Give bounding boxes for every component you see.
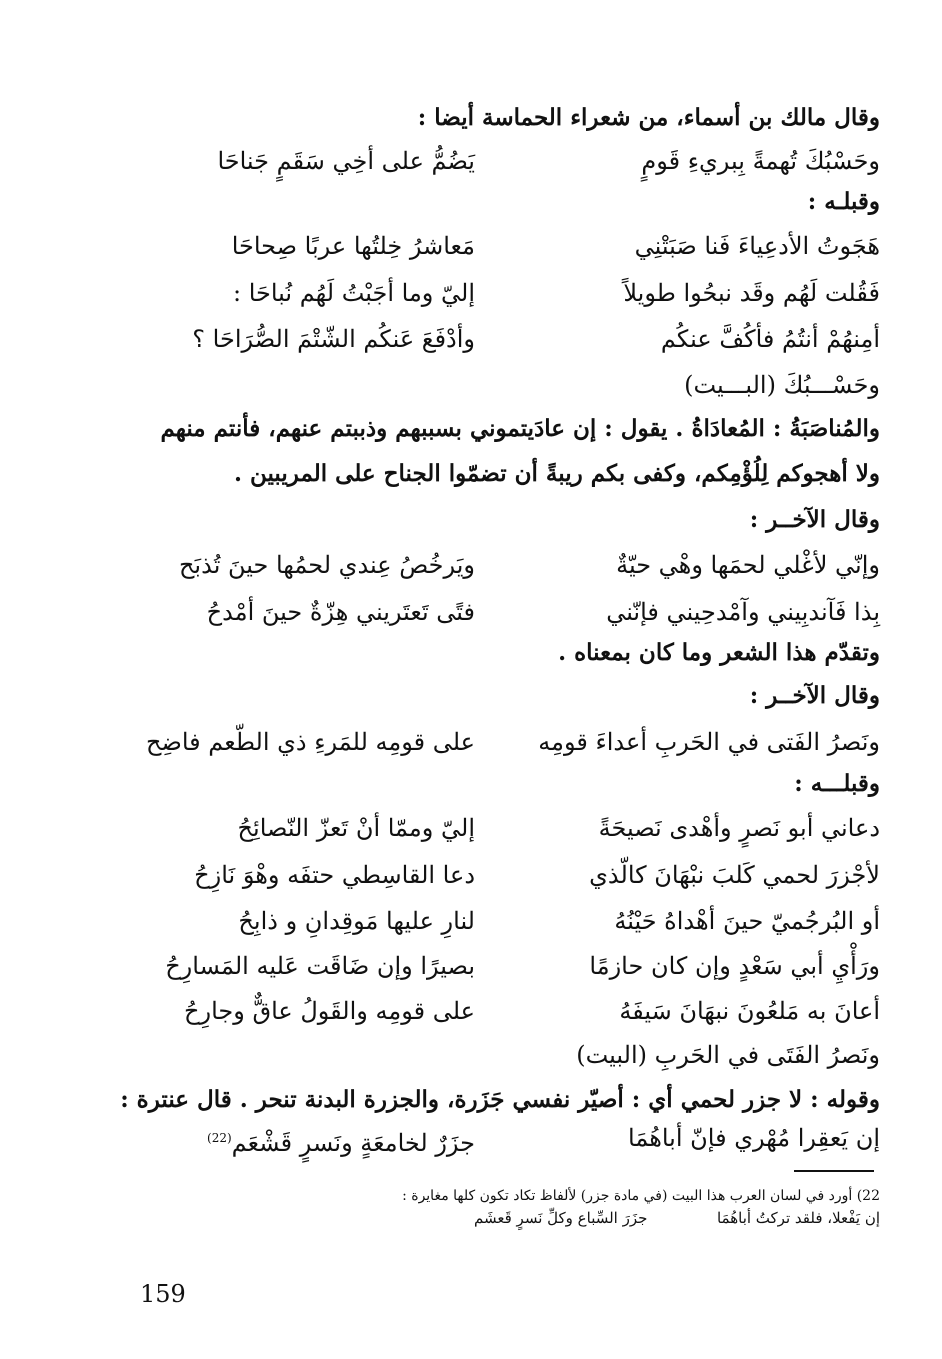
hemistich-second: دعا القاسِطي حتفَه وهْوَ نَازِحُ — [194, 861, 475, 889]
said-another-label: وقال الآخــر : — [749, 682, 880, 709]
hemistich-second: وأدْفَعَ عَنكُم الشّتْمَ الصُّرَاحَا ؟ — [192, 325, 475, 353]
verse-5 — [120, 363, 880, 407]
verse-8 — [120, 720, 880, 764]
verse-14 — [120, 1033, 880, 1077]
page-number: 159 — [140, 1280, 186, 1308]
footnote-hemistich-second: جزَرَ السِّباع وكلِّ نَسرٍ قَعشَم — [474, 1209, 648, 1227]
verse-3 — [120, 271, 880, 315]
hemistich-second: إليّ وما أجَبْتُ لَهُم نُباحَا : — [232, 279, 475, 307]
hemistich-first: أعانَ به مَلعُونَ نبهَانَ سَيفَهُ — [619, 997, 880, 1025]
hemistich-second: بصيرًا وإن ضَاقَت عَليه المَسارِحُ — [165, 952, 475, 980]
hemistich-text: جزَرٌ لخامعَةٍ ونَسرٍ قَشْعَم — [231, 1129, 475, 1157]
said-another-label: وقال الآخــر : — [749, 506, 880, 533]
hemistich-second — [120, 1116, 475, 1165]
footnote-verse — [60, 1208, 880, 1228]
hemistich-first: بِذا فَآندبِيني وآمْدحِيني فإنّني — [606, 598, 880, 626]
before-label: وقبلـه : — [807, 188, 880, 215]
hemistich-second: لنارِ عليها مَوقِدانِ و ذابِحُ — [238, 907, 475, 935]
footnote-text: أورد في لسان العرب هذا البيت (في مادة جزر) لألفاظ تكاد تكون كلها مغايرة : — [402, 1188, 853, 1204]
verse-15 — [120, 1116, 880, 1160]
footnote-separator — [794, 1170, 874, 1172]
verse-13 — [120, 989, 880, 1033]
hemistich-first: وحَسْـــبُكَ (البـــيت) — [684, 371, 880, 399]
verse-9 — [120, 806, 880, 850]
footnote-number: 22) — [856, 1188, 880, 1204]
explanation-line-1: والمُناصَبَةُ : المُعادَاةُ . يقول : إن عادَيتموني بسببهم وذببتم عنهم، فأنتم منهم — [160, 415, 880, 442]
verse-2 — [120, 224, 880, 268]
hemistich-second: إليّ وممّا أنْ تَعزّ النّصائِحُ — [237, 814, 475, 842]
note-line: وتقدّم هذا الشعر وما كان بمعناه . — [558, 639, 880, 666]
intro-line: وقال مالك بن أسماء، من شعراء الحماسة أيضا : — [417, 104, 880, 131]
hemistich-first: دعاني أبو نَصرٍ وأهْدى نَصيحَةً — [598, 814, 880, 842]
hemistich-first: إن يَعقِرا مُهْري فإنّ أباهُمَا — [628, 1124, 880, 1152]
hemistich-first: لأجْزرَ لحمي كَلبَ نبْهَانَ كالّذي — [589, 861, 880, 889]
verse-10 — [120, 853, 880, 897]
footnote-line — [60, 1186, 880, 1206]
hemistich-second: مَعاشرُ خِلتُها عربًا صِحاحَا — [231, 232, 475, 260]
hemistich-first: ونَصرُ الفَتى في الحَربِ أعداءَ قومِه — [538, 728, 880, 756]
explanation-line-2: ولا أهجوكم لِلُؤْمِكم، وكفى بكم ريبةً أن تضمّوا الجناح على المريبين . — [233, 460, 880, 487]
verse-11 — [120, 899, 880, 943]
hemistich-first: وإنّي لأغْلي لحمَها وهْي حيّةٌ — [616, 551, 880, 579]
hemistich-second: ويَرخُصُ عِندي لحمُها حينَ تُذبَح — [178, 551, 475, 579]
footnote-hemistich-first: إن يَفْعلا، فلقد تركتُ أباهُمَا — [716, 1209, 880, 1227]
hemistich-first: أمِنهُمْ أنتُمُ فأكُفَّ عنكُم — [660, 325, 880, 353]
hemistich-second: على قومِه للمَرءِ ذي الطّعم فاضِح — [145, 728, 475, 756]
hemistich-first: فَقُلت لَهُم وقَد نبحُوا طويلاً — [623, 279, 880, 307]
hemistich-second: على قومِه والقَولُ عاقٌّ وجارِحُ — [184, 997, 475, 1025]
hemistich-first: ورَأْيِ أبي سَعْدٍ وإن كان حازمًا — [589, 952, 880, 980]
explanation-line-3: وقوله : لا جزر لحمي أي : أصيّر نفسي جَزَرة، والجزرة البدنة تنحر . قال عنترة : — [120, 1086, 880, 1113]
verse-1 — [120, 139, 880, 183]
hemistich-first: ونَصرُ الفَتَى في الحَربِ (البيت) — [576, 1041, 880, 1069]
hemistich-first: أو البُرجُميّ حينَ أهْداهُ حَيْنُهُ — [614, 907, 880, 935]
verse-6 — [120, 543, 880, 587]
verse-7 — [120, 590, 880, 634]
hemistich-second: يَضُمُّ على أخِي سَقَمٍ جَناحَا — [217, 147, 475, 175]
hemistich-first: وحَسْبُكَ تُهمةً بِبريءِ قَومٍ — [641, 147, 880, 175]
footnote-reference: (22) — [207, 1131, 232, 1145]
verse-4 — [120, 317, 880, 361]
before-label: وقبلـــه : — [794, 770, 880, 797]
verse-12 — [120, 944, 880, 988]
hemistich-second: فتًى تَعتَريني هِزّةٌ حينَ أمْدحُ — [206, 598, 475, 626]
hemistich-first: هَجَوتُ الأدعِياءَ فَنا صَبَتْنِي — [634, 232, 880, 260]
